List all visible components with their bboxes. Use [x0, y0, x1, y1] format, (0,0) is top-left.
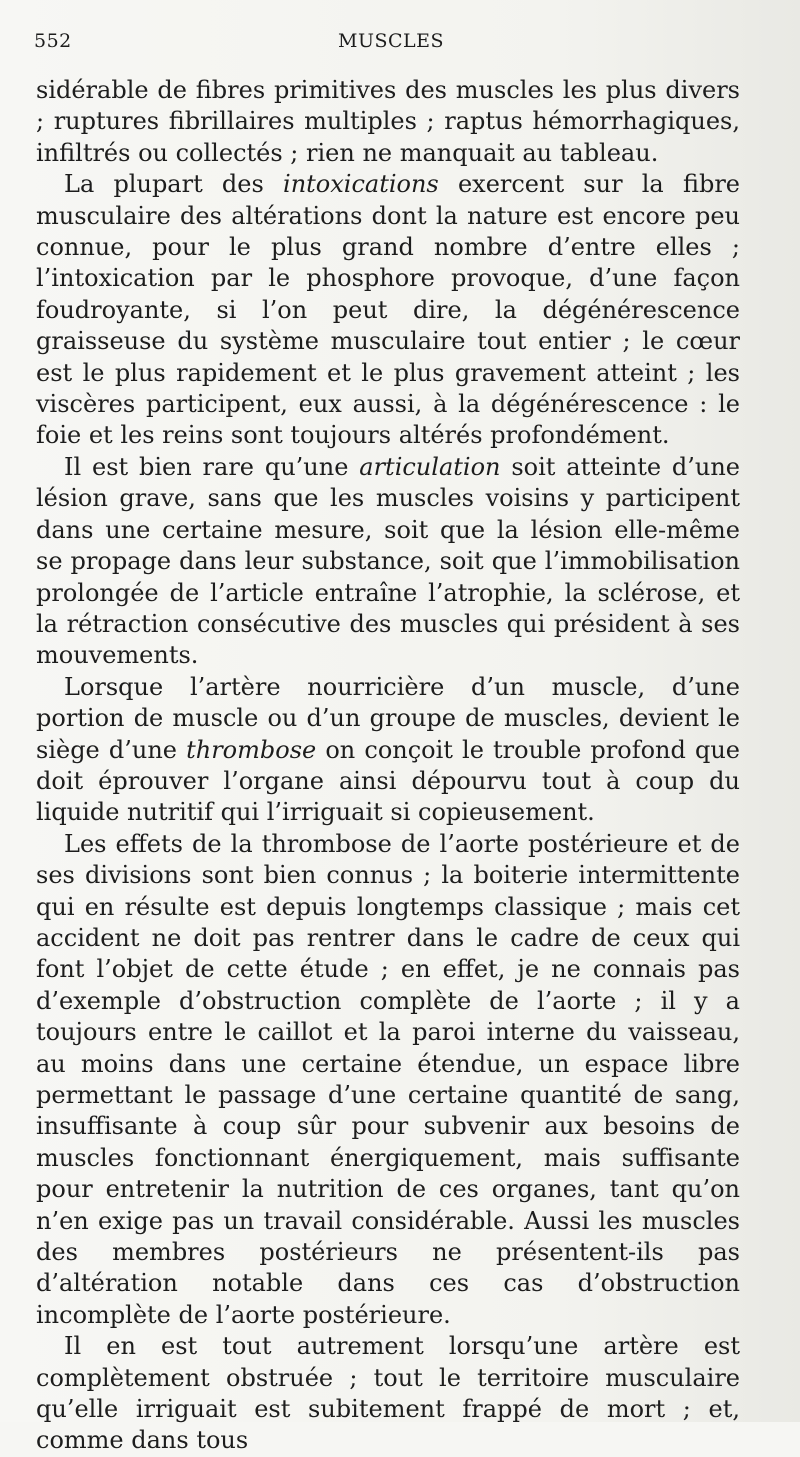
text-run: La plupart des: [64, 170, 284, 199]
paragraph: [36, 169, 740, 452]
text-run: Il est bien rare qu’une: [64, 452, 360, 481]
text-run: exercent sur la fibre musculaire des altérations dont la nature est encore peu connue, pour le plus grand nombre d’entre elles ; l’intoxication par le phosphore provoque, d’une façon foudroyante, si l’on peut dire, la dégénérescence graisseuse du système musculaire tout entier ; le cœur est le plus rapidement et le plus gravement atteint ; les viscères participent, eux aussi, à la dégénérescence : le foie et les reins sont toujours altérés profondément.: [36, 170, 740, 450]
text-run: soit atteinte d’une lésion grave, sans que les muscles voisins y participent dans une certaine mesure, soit que la lésion elle-même se propage dans leur substance, soit que l’immobilisation prolongée de l’article entraîne l’atrophie, la sclérose, et la rétraction consécutive des muscles qui président à ses mouvements.: [36, 452, 740, 670]
page-number: 552: [34, 30, 72, 52]
text-run: Lorsque l’artère nourricière d’un muscle, d’une portion de muscle ou d’un groupe de muscles, devient le siège d’une: [36, 672, 740, 764]
paragraph: [36, 1331, 740, 1457]
page-header: [34, 30, 764, 60]
text-run: on conçoit le trouble profond que doit éprouver l’organe ainsi dépourvu tout à coup du liquide nutritif qui l’irriguait si copieusement.: [36, 735, 740, 827]
running-title: MUSCLES: [338, 30, 445, 52]
text-run: Les effets de la thrombose de l’aorte postérieure et de ses divisions sont bien connus ; la boiterie intermittente qui en résulte est depuis longtemps classique ; mais cet accident ne doit pas rentrer dans le cadre de ceux qui font l’objet de cette étude ; en effet, je ne connais pas d’exemple d’obstruction complète de l’aorte ; il y a toujours entre le caillot et la paroi interne du vaisseau, au moins dans une certaine étendue, un espace libre permettant le passage d’une certaine quantité de sang, insuffisante à coup sûr pour subvenir aux besoins de muscles fonctionnant énergiquement, mais suffisante pour entretenir la nutrition de ces organes, tant qu’on n’en exige pas un travail considérable. Aussi les muscles des membres postérieurs ne présentent-ils pas d’altération notable dans ces cas d’obstruction incomplète de l’aorte postérieure.: [36, 829, 740, 1329]
italic-term: articulation: [359, 452, 501, 481]
paragraph: [36, 672, 740, 829]
italic-term: thrombose: [186, 735, 317, 764]
body-text: [36, 75, 740, 1457]
text-run: Il en est tout autrement lorsqu’une artère est complètement obstruée ; tout le territoire musculaire qu’elle irriguait est subitement frappé de mort ; et, comme dans tous: [36, 1332, 740, 1455]
text-run: sidérable de fibres primitives des muscles les plus divers ; ruptures fibrillaires multiples ; raptus hémorrhagiques, infiltrés ou collectés ; rien ne manquait au tableau.: [36, 76, 740, 167]
italic-term: intoxications: [283, 170, 439, 199]
paragraph: [36, 452, 740, 672]
paragraph: [36, 829, 740, 1332]
paragraph: [36, 75, 740, 169]
